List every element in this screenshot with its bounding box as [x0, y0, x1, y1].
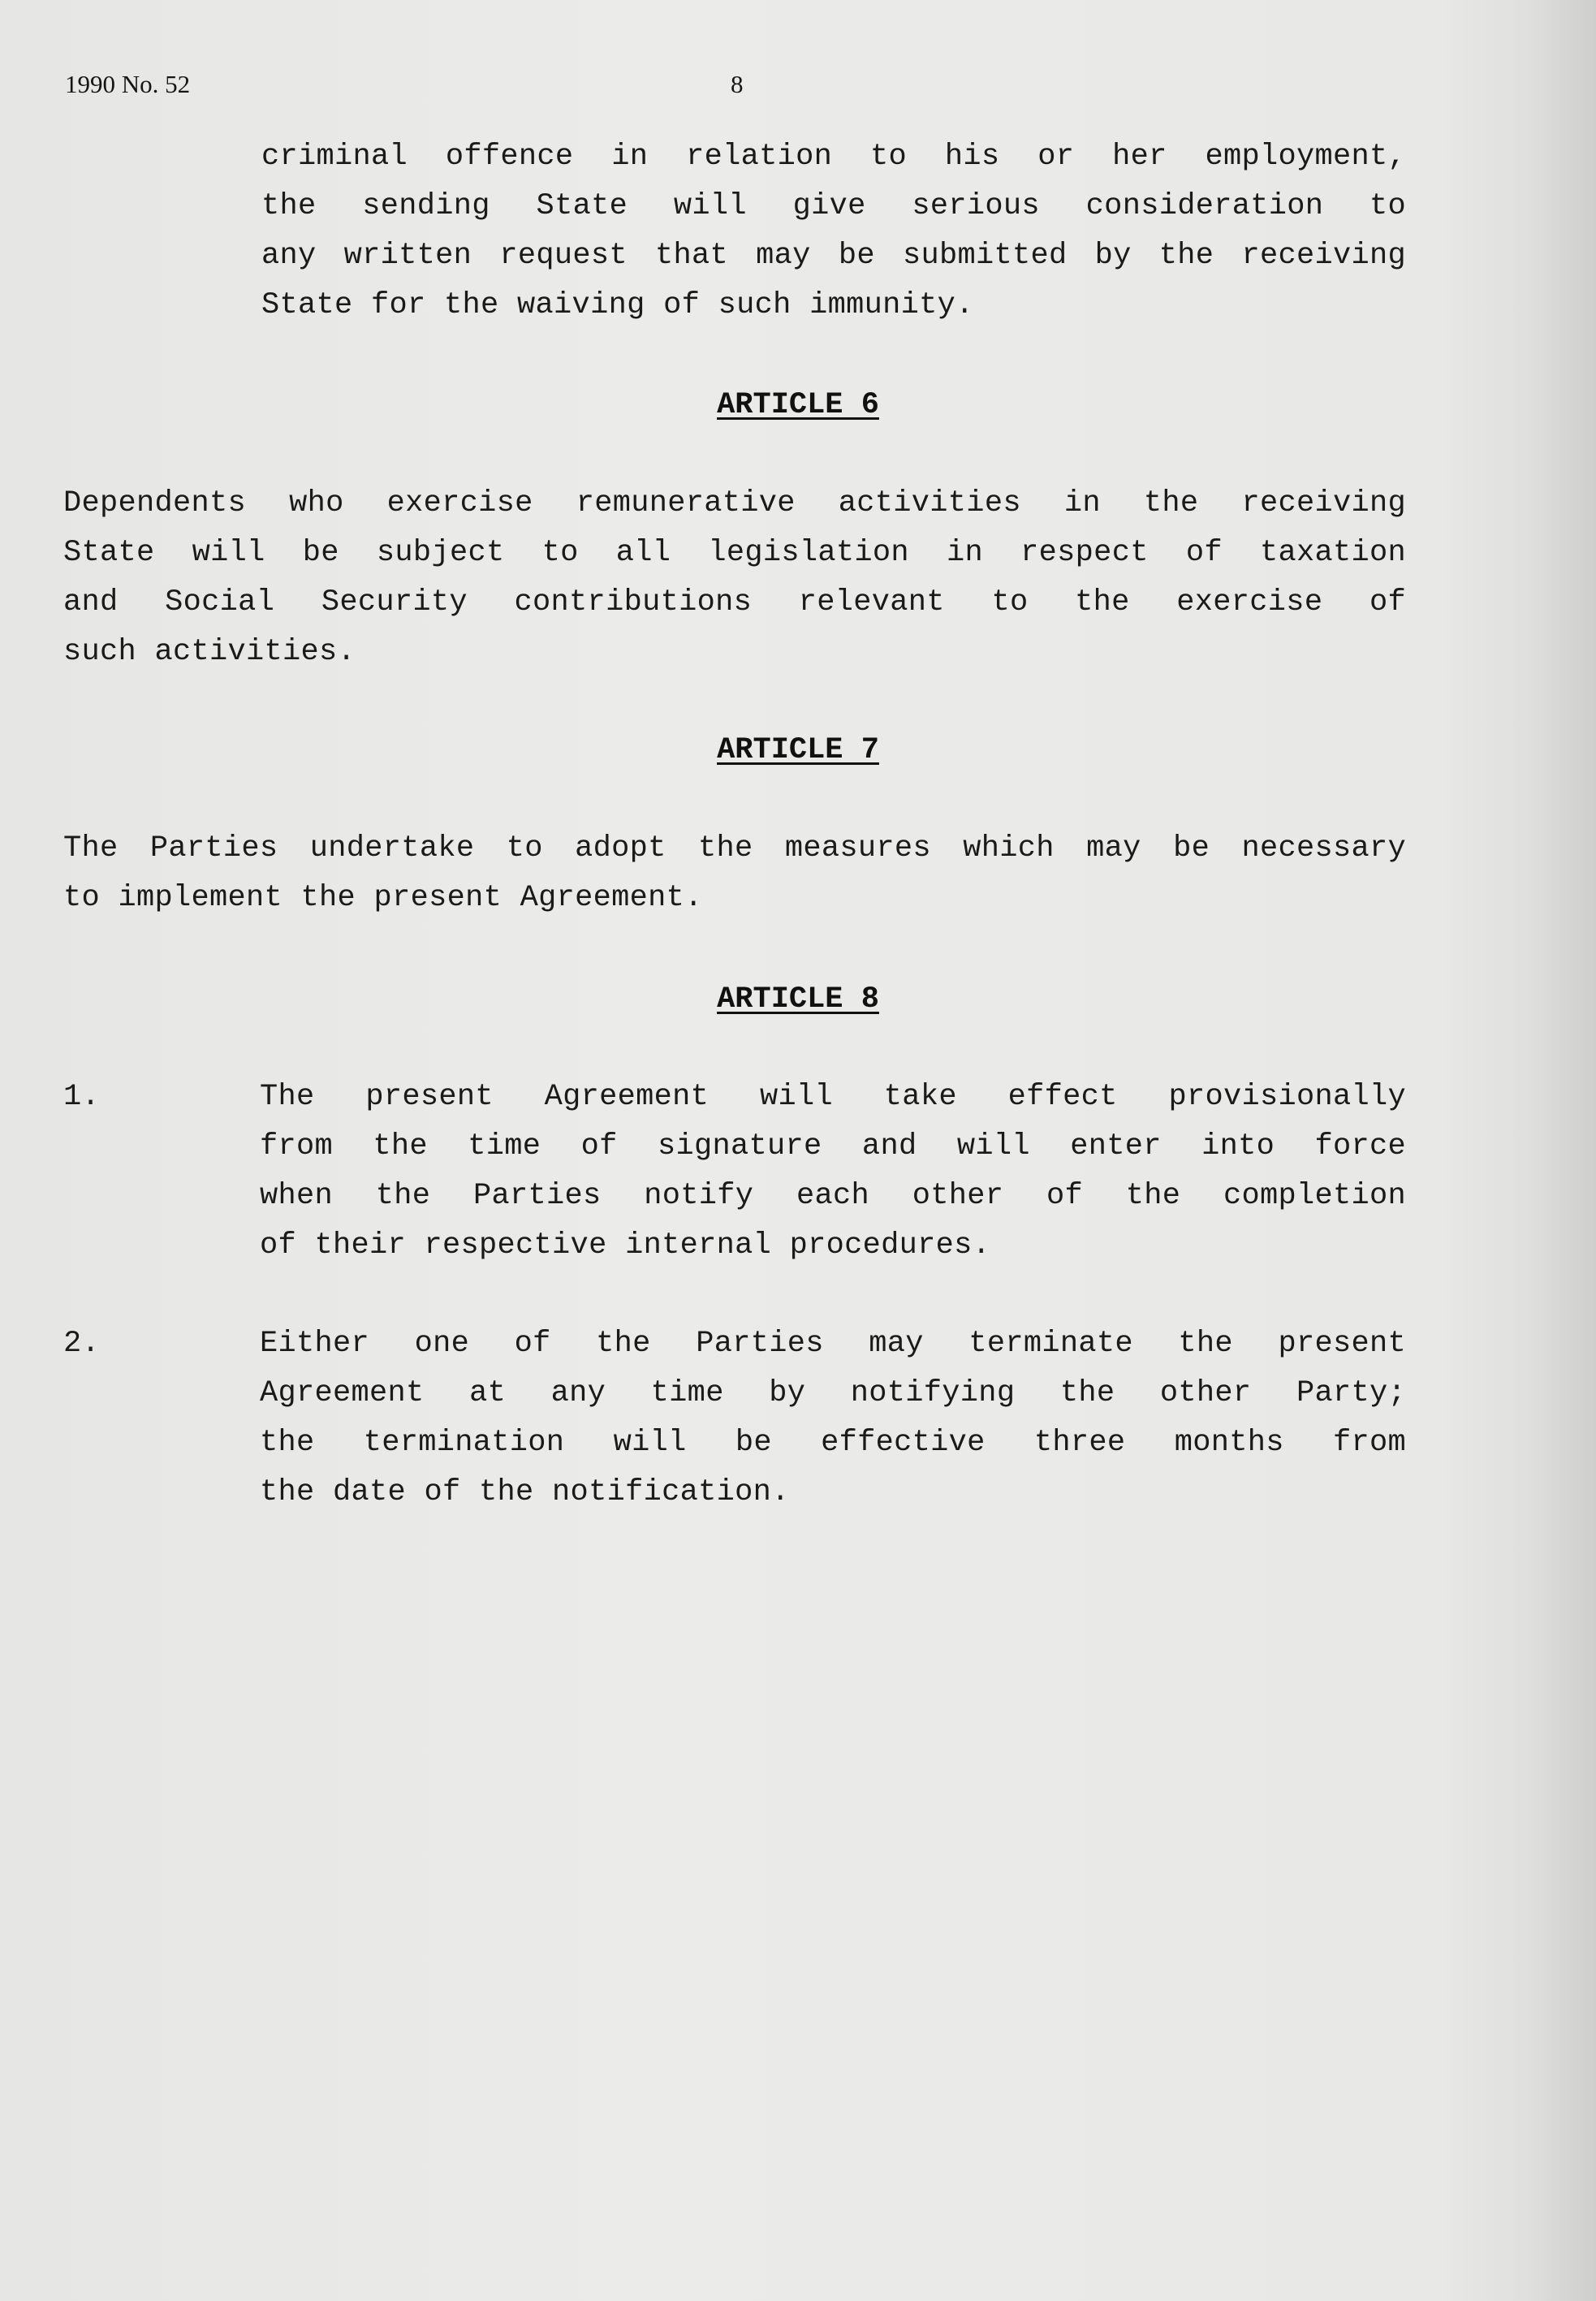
article-8-para1-line: when the Parties notify each other of the completion [260, 1179, 1406, 1213]
article-8-para2-line: the date of the notification. [260, 1475, 790, 1509]
continuation-line: criminal offence in relation to his or her employment, [261, 140, 1406, 174]
document-reference: 1990 No. 52 [65, 70, 191, 98]
article-7-line: to implement the present Agreement. [63, 881, 703, 915]
article-8-para1-line: from the time of signature and will enter into force [260, 1129, 1406, 1163]
article-6-line: such activities. [63, 635, 356, 669]
page-number: 8 [731, 70, 744, 98]
continuation-line: any written request that may be submitted by the receiving [261, 239, 1406, 273]
paragraph-number: 1. [63, 1080, 101, 1114]
article-6-line: State will be subject to all legislation in respect of taxation [63, 536, 1406, 570]
paragraph-number: 2. [63, 1327, 101, 1361]
article-7-heading: ARTICLE 7 [717, 733, 879, 767]
article-6-line: and Social Security contributions relevant to the exercise of [63, 585, 1406, 620]
article-8-heading: ARTICLE 8 [717, 982, 879, 1017]
page-edge-shadow [1523, 0, 1596, 2301]
article-6-heading: ARTICLE 6 [717, 388, 879, 422]
article-8-para1-line: of their respective internal procedures. [260, 1228, 991, 1263]
article-7-line: The Parties undertake to adopt the measures which may be necessary [63, 831, 1406, 866]
continuation-line: the sending State will give serious consideration to [261, 189, 1406, 223]
article-6-line: Dependents who exercise remunerative activities in the receiving [63, 486, 1406, 520]
article-8-para2-line: Agreement at any time by notifying the other Party; [260, 1376, 1406, 1410]
article-8-para2-line: Either one of the Parties may terminate the present [260, 1327, 1406, 1361]
continuation-line: State for the waiving of such immunity. [261, 288, 974, 322]
article-8-para2-line: the termination will be effective three months from [260, 1426, 1406, 1460]
article-8-para1-line: The present Agreement will take effect provisionally [260, 1080, 1406, 1114]
